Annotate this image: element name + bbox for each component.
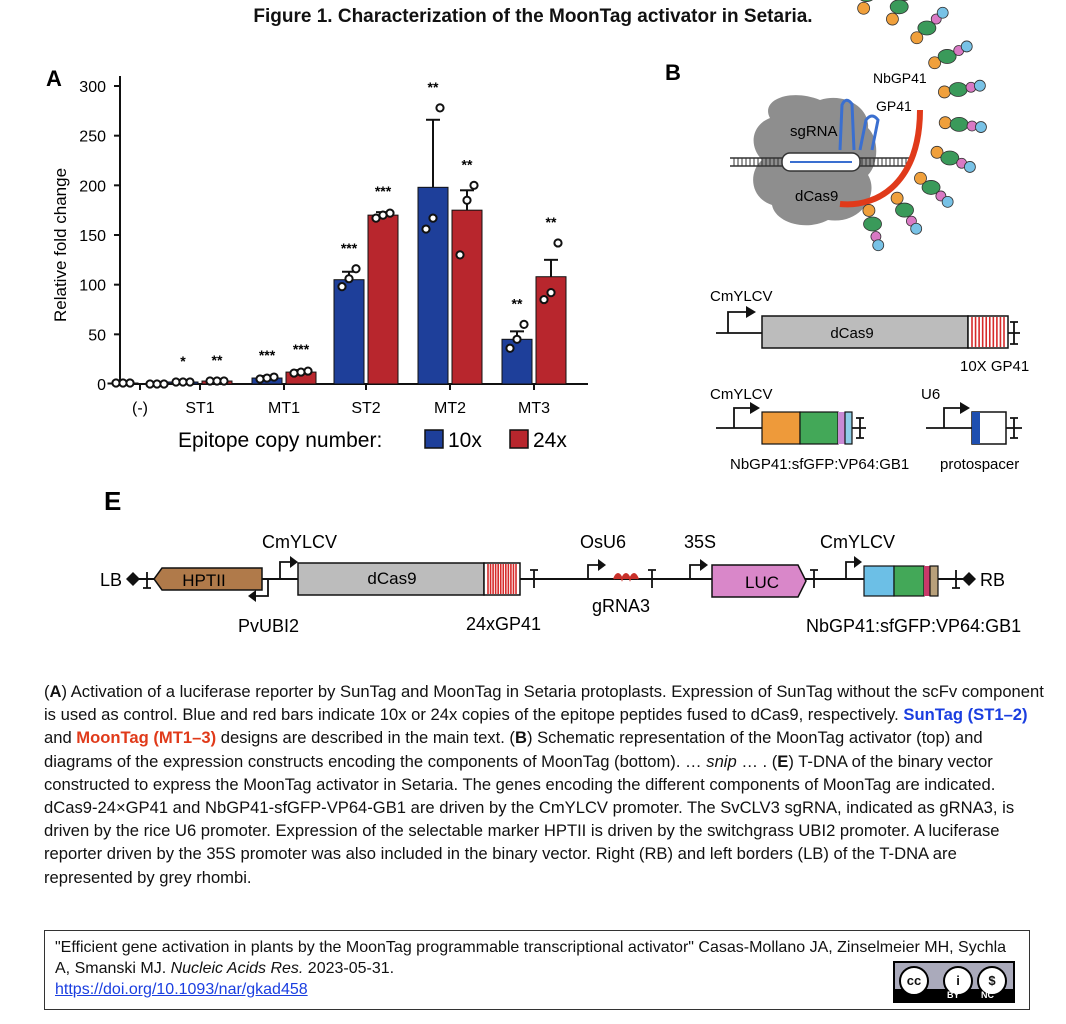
construct2-sfgfp bbox=[800, 412, 838, 444]
panel-a-letter: A bbox=[46, 66, 62, 91]
construct1-gp41-tag bbox=[968, 316, 1008, 348]
gb1-unit bbox=[964, 161, 975, 172]
caption-a-letter: A bbox=[49, 682, 62, 701]
label-dcas9: dCas9 bbox=[367, 569, 417, 588]
sfgfp-unit bbox=[941, 151, 959, 165]
data-point bbox=[126, 379, 133, 386]
x-tick-label: ST1 bbox=[185, 400, 215, 417]
legend-label-24x: 24x bbox=[533, 429, 567, 452]
caption-e-letter: E bbox=[777, 751, 789, 771]
citation-journal: Nucleic Acids Res. bbox=[170, 960, 304, 977]
caption-a-text1: ) Activation of a luciferase reporter by SunTag and MoonTag in Setaria protoplasts. Expression of SunTag without the scFv component is used as control. Blue and red bars indicate 10x or 24x copies of the epitope peptides fused to dCas9, respectively. bbox=[44, 682, 1044, 725]
caption-suntag: SunTag (ST1–2) bbox=[903, 705, 1028, 725]
gp41-array bbox=[484, 563, 520, 595]
construct1-tag-label: 10X GP41 bbox=[960, 358, 1030, 375]
grna3-element bbox=[614, 574, 638, 579]
x-tick-label: MT2 bbox=[434, 400, 466, 417]
panel-b-letter: B bbox=[665, 60, 681, 85]
construct2-gb1 bbox=[845, 412, 852, 444]
construct3-protospacer bbox=[972, 412, 980, 444]
data-point bbox=[345, 275, 352, 282]
sfgfp-unit bbox=[890, 0, 908, 14]
data-point bbox=[506, 345, 513, 352]
y-tick-label: 0 bbox=[97, 377, 106, 394]
label-grna3: gRNA3 bbox=[592, 596, 651, 616]
significance-stars: ** bbox=[461, 156, 473, 173]
y-tick-label: 300 bbox=[79, 79, 106, 96]
sfgfp-unit bbox=[950, 117, 968, 131]
data-point bbox=[513, 336, 520, 343]
sfgfp-unit bbox=[858, 0, 876, 2]
construct2-vp64 bbox=[838, 412, 845, 444]
x-tick-label: MT3 bbox=[518, 400, 550, 417]
y-tick-label: 150 bbox=[79, 228, 106, 245]
label-sgrna: sgRNA bbox=[790, 123, 838, 140]
gb1-unit bbox=[942, 196, 953, 207]
construct1-gene-label: dCas9 bbox=[830, 325, 874, 342]
construct2-nbgp41 bbox=[762, 412, 800, 444]
data-point bbox=[554, 239, 561, 246]
legend-label-10x: 10x bbox=[448, 429, 482, 452]
gb1-unit bbox=[911, 223, 922, 234]
citation-date: 2023-05-31. bbox=[303, 960, 395, 977]
y-tick-label: 250 bbox=[79, 128, 106, 146]
caption-snip: snip bbox=[706, 751, 737, 771]
fusion-vp64-part bbox=[924, 566, 930, 596]
panel-e-tdna bbox=[100, 486, 1021, 636]
label-lb: LB bbox=[100, 570, 123, 590]
data-point bbox=[186, 378, 193, 385]
figure-title: Figure 1. Characterization of the MoonTag activator in Setaria. bbox=[253, 6, 813, 27]
sfgfp-unit bbox=[949, 83, 967, 97]
label-promoter-cmylcv-1: CmYLCV bbox=[710, 288, 773, 305]
label-cmylcv-2: CmYLCV bbox=[820, 532, 896, 552]
significance-stars: *** bbox=[258, 347, 276, 364]
data-point bbox=[160, 380, 167, 387]
legend-swatch-10x bbox=[425, 430, 443, 448]
label-luc: LUC bbox=[744, 573, 780, 592]
lb-rhombus bbox=[126, 572, 140, 586]
significance-stars: ** bbox=[511, 295, 523, 312]
x-tick-label: (-) bbox=[132, 400, 148, 417]
construct3-label: protospacer bbox=[940, 456, 1020, 473]
fusion-nbgp41-part bbox=[864, 566, 894, 596]
y-axis-label: Relative fold change bbox=[51, 167, 70, 323]
data-point bbox=[470, 182, 477, 189]
data-point bbox=[270, 373, 277, 380]
y-tick-label: 50 bbox=[88, 327, 106, 345]
data-point bbox=[547, 289, 554, 296]
data-point bbox=[436, 104, 443, 111]
data-point bbox=[304, 367, 311, 374]
label-hptii: HPTII bbox=[182, 571, 226, 590]
data-point bbox=[456, 251, 463, 258]
gb1-unit bbox=[974, 80, 985, 91]
data-point bbox=[520, 321, 527, 328]
legend-title: Epitope copy number: bbox=[178, 429, 383, 452]
nbgp41-unit bbox=[891, 192, 903, 204]
rb-rhombus bbox=[962, 572, 976, 586]
data-point bbox=[386, 210, 393, 217]
citation-doi-link[interactable]: https://doi.org/10.1093/nar/gkad458 bbox=[55, 981, 308, 998]
sfgfp-unit bbox=[896, 203, 914, 217]
sfgfp-unit bbox=[864, 217, 882, 231]
x-tick-label: ST2 bbox=[351, 400, 381, 417]
significance-stars: ** bbox=[427, 78, 439, 95]
cc-by-label: BY bbox=[947, 990, 960, 1000]
label-gp41: GP41 bbox=[876, 98, 912, 114]
label-dcas9-protein: dCas9 bbox=[795, 188, 839, 205]
panel-b-schematic bbox=[665, 0, 1029, 473]
data-point bbox=[463, 197, 470, 204]
caption-snip-tail: … . ( bbox=[736, 751, 778, 771]
gb1-unit bbox=[975, 122, 986, 133]
label-cmylcv-1: CmYLCV bbox=[262, 532, 338, 552]
significance-stars: *** bbox=[374, 183, 392, 200]
by-icon: i bbox=[943, 966, 973, 996]
panel-e-letter: E bbox=[104, 486, 122, 516]
nc-icon: $ bbox=[977, 966, 1007, 996]
figure-caption: (A) Activation of a luciferase reporter by SunTag and MoonTag in Setaria protoplasts. Expression of SunTag without the scFv component is used as control. Blue and red bars indicate 10x or 24x copies of the epitope peptides fused to dCas9, respectively. SunTag (ST1–2) and MoonTag (MT1–3) designs are described in the main text. (B) Schematic representation of the MoonTag activator (top) and diagrams of the expression constructs encoding the components of MoonTag (bottom). … snip … . (E) T-DNA of the binary vector constructed to express the MoonTag activator in Setaria. The genes encoding the different components of MoonTag are indicated. dCas9-24×GP41 and NbGP41-sfGFP-VP64-GB1 are driven by the CmYLCV promoter. The SvCLV3 sgRNA, indicated as gRNA3, is driven by the rice U6 promoter. Expression of the selectable marker HPTII is driven by the switchgrass UBI2 promoter. A luciferase reporter driven by the 35S promoter was also included in the binary vector. Right (RB) and left borders (LB) of the T-DNA are represented by grey rhombi. bbox=[44, 682, 1044, 887]
x-tick-label: MT1 bbox=[268, 400, 300, 417]
nbgp41-unit bbox=[863, 204, 875, 216]
label-promoter-u6: U6 bbox=[921, 386, 941, 403]
data-point bbox=[352, 265, 359, 272]
data-point bbox=[429, 215, 436, 222]
caption-e-text: ) T-DNA of the binary vector constructed to express the MoonTag activator in Setaria. The genes encoding the different components of MoonTag are indicated. dCas9-24×GP41 and NbGP41-sfGFP-VP64-GB1 are driven by the CmYLCV promoter. The SvCLV3 sgRNA, indicated as gRNA3, is driven by the rice U6 promoter. Expression of the selectable marker HPTII is driven by the switchgrass UBI2 promoter. A luciferase reporter driven by the 35S promoter was also included in the binary vector. Right (RB) and left borders (LB) of the T-DNA are represented by grey rhombi. bbox=[44, 751, 1015, 887]
bar-24x-ST2 bbox=[368, 215, 398, 384]
citation-box bbox=[44, 930, 1030, 1010]
bar-24x-MT2 bbox=[452, 210, 482, 384]
panel-a-chart bbox=[46, 66, 588, 452]
data-point bbox=[220, 377, 227, 384]
cc-nc-label: NC bbox=[981, 990, 994, 1000]
caption-moontag: MoonTag (MT1–3) bbox=[76, 728, 217, 748]
gb1-unit bbox=[961, 41, 972, 52]
cc-icon: cc bbox=[899, 966, 929, 996]
legend-swatch-24x bbox=[510, 430, 528, 448]
label-24xgp41: 24xGP41 bbox=[466, 614, 542, 634]
y-tick-label: 200 bbox=[79, 178, 106, 196]
gb1-unit bbox=[873, 240, 884, 251]
fusion-gb1-part bbox=[930, 566, 938, 596]
caption-and: and bbox=[44, 728, 77, 748]
significance-stars: * bbox=[180, 353, 186, 370]
caption-b-letter: B bbox=[514, 728, 527, 748]
label-pvubi2: PvUBI2 bbox=[238, 616, 300, 636]
significance-stars: ** bbox=[545, 213, 557, 230]
gb1-unit bbox=[937, 7, 948, 18]
nbgp41-unit bbox=[886, 13, 898, 25]
label-35s: 35S bbox=[684, 532, 717, 552]
label-promoter-cmylcv-2: CmYLCV bbox=[710, 386, 773, 403]
label-rb: RB bbox=[980, 570, 1006, 590]
fusion-sfgfp-part bbox=[894, 566, 924, 596]
significance-stars: *** bbox=[292, 341, 310, 358]
citation-text: "Efficient gene activation in plants by the MoonTag programmable transcriptional activator" Casas-Mollano JA, Zinselmeier MH, Sychla A, Smanski MJ. bbox=[55, 939, 1007, 977]
label-fusion-construct: NbGP41:sfGFP:VP64:GB1 bbox=[806, 616, 1022, 636]
significance-stars: ** bbox=[211, 352, 223, 369]
nbgp41-unit bbox=[858, 2, 870, 14]
data-point bbox=[422, 225, 429, 232]
cc-license-badge[interactable] bbox=[893, 961, 1015, 1003]
label-osu6: OsU6 bbox=[580, 532, 627, 552]
caption-a-text2: designs are described in the main text. ( bbox=[216, 728, 515, 748]
nbgp41-unit bbox=[938, 86, 950, 98]
bar-10x-ST2 bbox=[334, 280, 364, 384]
nbgp41-unit bbox=[939, 117, 951, 129]
significance-stars: *** bbox=[340, 239, 358, 256]
data-point bbox=[540, 296, 547, 303]
label-nbgp41: NbGP41 bbox=[873, 70, 927, 86]
construct2-label: NbGP41:sfGFP:VP64:GB1 bbox=[730, 456, 910, 473]
y-tick-label: 100 bbox=[79, 277, 106, 295]
caption-b-text: ) Schematic representation of the MoonTag activator (top) and diagrams of the expression constructs encoding the components of MoonTag (bottom). … bbox=[44, 728, 983, 771]
data-point bbox=[338, 283, 345, 290]
